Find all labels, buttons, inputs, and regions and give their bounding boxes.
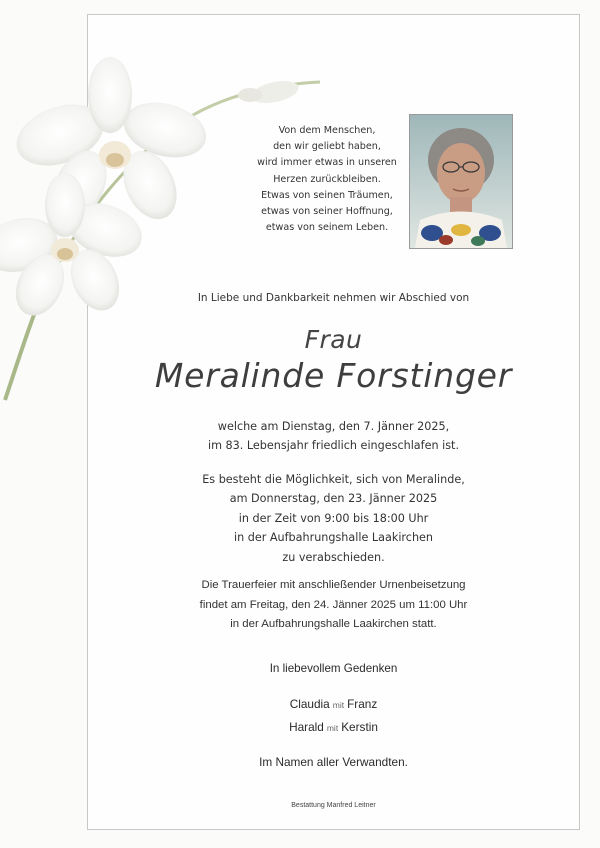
poem-line: Von dem Menschen,: [278, 125, 376, 136]
poem-line: Etwas von seinen Träumen,: [261, 189, 393, 201]
death-notice: [87, 417, 580, 456]
relative-connector: mit: [332, 700, 345, 710]
farewell-line: in der Zeit von 9:00 bis 18:00 Uhr: [238, 511, 429, 525]
deceased-name: Meralinde Forstinger: [154, 356, 513, 395]
poem-line: den wir geliebt haben,: [273, 141, 381, 153]
poem-line: etwas von seinem Leben.: [265, 222, 389, 234]
relative-first: Claudia: [289, 697, 330, 711]
ceremony-info: [87, 576, 580, 635]
funeral-home: Bestattung Manfred Leitner: [291, 802, 376, 809]
farewell-info: [87, 470, 580, 567]
closing-line: Im Namen aller Verwandten.: [259, 755, 408, 769]
memorial-poem: [232, 123, 422, 236]
portrait-image: [410, 115, 512, 248]
farewell-line: Es besteht die Möglichkeit, sich von Meralinde,: [202, 473, 465, 486]
farewell-line: in der Aufbahrungshalle Laakirchen: [233, 531, 434, 545]
intro-text: In Liebe und Dankbarkeit nehmen wir Abschied von: [197, 292, 470, 304]
ceremony-line: in der Aufbahrungshalle Laakirchen statt.: [230, 618, 437, 631]
remembrance-line: In liebevollem Gedenken: [269, 662, 398, 675]
relative-second: Kerstin: [341, 720, 378, 734]
relative-first: Harald: [289, 720, 324, 734]
farewell-line: zu verabschieden.: [282, 550, 385, 564]
relative-entry: [87, 720, 580, 734]
farewell-line: am Donnerstag, den 23. Jänner 2025: [229, 492, 438, 506]
ceremony-line: Die Trauerfeier mit anschließender Urnenbeisetzung: [201, 579, 466, 591]
ceremony-line: findet am Freitag, den 24. Jänner 2025 um 11:00 Uhr: [199, 598, 468, 611]
death-notice-line: im 83. Lebensjahr friedlich eingeschlafen ist.: [207, 439, 460, 453]
portrait-photo: [409, 114, 513, 249]
poem-line: Herzen zurückbleiben.: [273, 173, 381, 185]
relative-connector: mit: [326, 723, 339, 733]
salutation: Frau: [304, 325, 363, 354]
relative-second: Franz: [347, 697, 378, 711]
poem-line: wird immer etwas in unseren: [257, 157, 397, 169]
death-notice-line: welche am Dienstag, den 7. Jänner 2025,: [217, 420, 450, 433]
relative-entry: [87, 697, 580, 711]
poem-line: etwas von seiner Hoffnung,: [261, 206, 393, 218]
